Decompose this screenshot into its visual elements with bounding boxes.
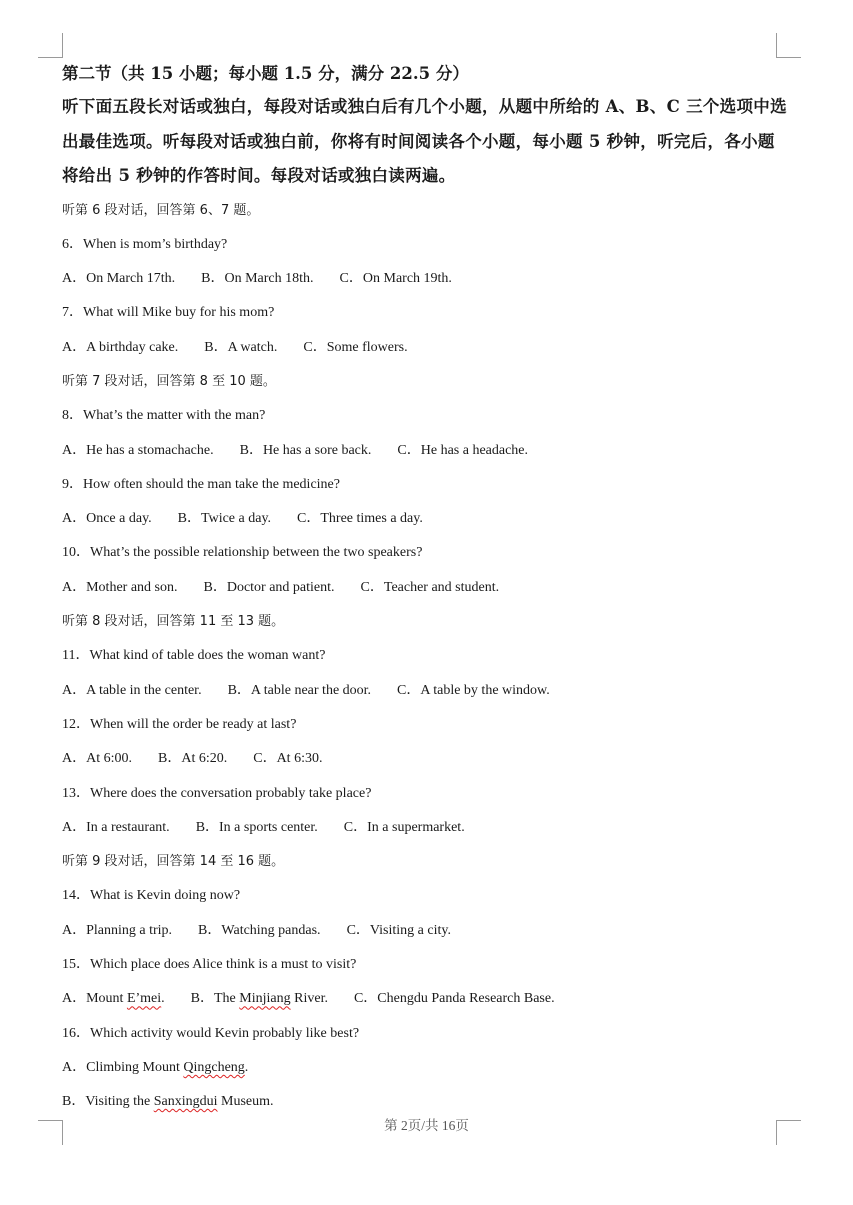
- option-a: A．Planning a trip.: [62, 922, 173, 938]
- page-footer: 第 2页/共 16页: [384, 1118, 469, 1133]
- option-a: A．A table in the center.: [62, 682, 202, 698]
- group-heading-7: 听第 7 段对话，回答第 8 至 10 题。: [62, 373, 276, 389]
- spell-check-word: Sanxingdui: [153, 1094, 218, 1110]
- option-b: B．A table near the door.: [227, 682, 372, 698]
- group-heading-9: 听第 9 段对话，回答第 14 至 16 题。: [62, 854, 285, 870]
- question-13-stem: 13．Where does the conversation probably take place?: [62, 785, 372, 801]
- question-9-stem: 9．How often should the man take the medicine?: [62, 476, 340, 492]
- option-c: C．Visiting a city.: [346, 922, 451, 938]
- question-15-options: [62, 982, 787, 1016]
- option-a-suffix: .: [161, 991, 165, 1007]
- option-b-prefix: B．Visiting the: [62, 1094, 154, 1110]
- option-b-prefix: B．The: [190, 991, 240, 1007]
- question-8-stem: 8．What’s the matter with the man?: [62, 408, 266, 424]
- option-b-suffix: Museum.: [217, 1094, 274, 1110]
- question-12-options: [62, 742, 787, 776]
- question-14-options: [62, 914, 787, 948]
- option-c: C．On March 19th.: [339, 271, 452, 287]
- question-7-options: [62, 331, 787, 365]
- option-c: C．In a supermarket.: [343, 819, 465, 835]
- spell-check-word: E’mei: [126, 991, 162, 1007]
- option-a: A．Once a day.: [62, 511, 152, 527]
- question-9-options: [62, 502, 787, 536]
- option-a: [62, 982, 165, 1016]
- option-a: A．On March 17th.: [62, 271, 176, 287]
- group-heading-8: 听第 8 段对话，回答第 11 至 13 题。: [62, 614, 285, 630]
- option-b: [191, 982, 328, 1016]
- question-16-stem: 16．Which activity would Kevin probably like best?: [62, 1025, 360, 1041]
- option-a: A．Mother and son.: [62, 579, 178, 595]
- option-c: C．Chengdu Panda Research Base.: [353, 991, 555, 1007]
- question-15-stem: 15．Which place does Alice think is a must to visit?: [62, 957, 357, 973]
- option-b: B．At 6:20.: [158, 751, 228, 767]
- question-6-options: [62, 262, 787, 296]
- option-b: B．Twice a day.: [177, 511, 272, 527]
- question-16-option-a: [62, 1051, 787, 1085]
- option-b-suffix: River.: [290, 991, 328, 1007]
- option-a: A．At 6:00.: [62, 751, 132, 767]
- option-b: B．In a sports center.: [195, 819, 318, 835]
- question-14-stem: 14．What is Kevin doing now?: [62, 888, 241, 904]
- option-c: C．Three times a day.: [297, 511, 423, 527]
- question-12-stem: 12．When will the order be ready at last?: [62, 716, 297, 732]
- option-c: C．Teacher and student.: [360, 579, 500, 595]
- question-8-options: [62, 434, 787, 468]
- option-a: A．A birthday cake.: [62, 339, 179, 355]
- spell-check-word: Qingcheng: [183, 1059, 245, 1075]
- question-10-options: [62, 571, 787, 605]
- section-instructions: 听下面五段长对话或独白，每段对话或独白后有几个小题，从题中所给的 A、B、C 三个选项中选出最佳选项。听每段对话或独白前，你将有时间阅读各个小题，每小题 5 秒钟，听完后，各小题将给出 5 秒钟的作答时间。每段对话或独白读两遍。: [62, 97, 787, 185]
- question-7-stem: 7．What will Mike buy for his mom?: [62, 305, 275, 321]
- option-c: C．He has a headache.: [397, 442, 529, 458]
- question-10-stem: 10．What’s the possible relationship between the two speakers?: [62, 545, 423, 561]
- question-6-stem: 6．When is mom’s birthday?: [62, 236, 228, 252]
- option-b: B．On March 18th.: [201, 271, 314, 287]
- option-b: B．He has a sore back.: [239, 442, 372, 458]
- question-11-options: [62, 674, 787, 708]
- option-a-prefix: A．Climbing Mount: [62, 1059, 184, 1075]
- option-b: B．Watching pandas.: [198, 922, 321, 938]
- option-c: C．At 6:30.: [253, 751, 323, 767]
- question-13-options: [62, 811, 787, 845]
- section-heading: 第二节（共 15 小题；每小题 1.5 分，满分 22.5 分）: [62, 64, 469, 83]
- option-a-prefix: A．Mount: [62, 991, 127, 1007]
- spell-check-word: Minjiang: [239, 991, 291, 1007]
- question-11-stem: 11．What kind of table does the woman want?: [62, 648, 326, 664]
- option-a: A．In a restaurant.: [62, 819, 170, 835]
- option-b: B．Doctor and patient.: [203, 579, 335, 595]
- option-c: C．Some flowers.: [303, 339, 408, 355]
- option-c: C．A table by the window.: [397, 682, 550, 698]
- option-a: A．He has a stomachache.: [62, 442, 214, 458]
- option-b: B．A watch.: [204, 339, 278, 355]
- option-a-suffix: .: [244, 1059, 249, 1075]
- crop-mark-top-right: [776, 33, 801, 58]
- group-heading-6: 听第 6 段对话，回答第 6、7 题。: [62, 202, 260, 218]
- crop-mark-top-left: [38, 33, 63, 58]
- page-content: [62, 60, 787, 1120]
